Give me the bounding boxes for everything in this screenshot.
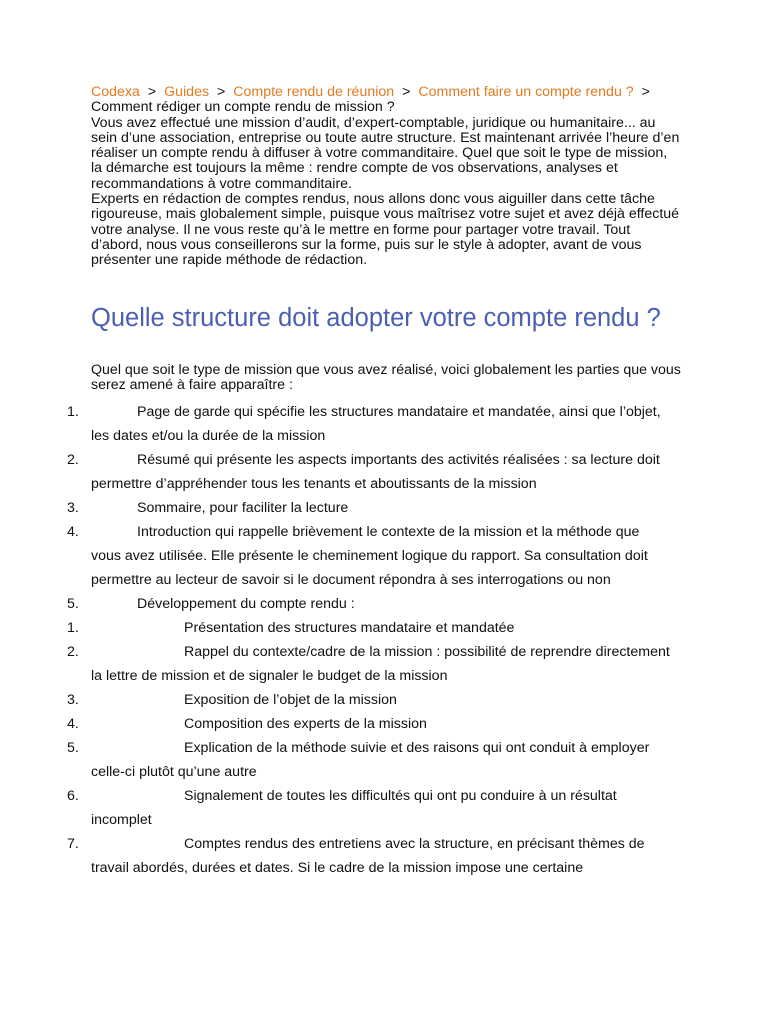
sub-list-item [0, 736, 768, 784]
list-item-text: Introduction qui rappelle brièvement le contexte de la mission et la méthode que vous avez utilisée. Elle présente le cheminement logique du rapport. Sa consultation doit permettre au lecteur de savoir si le document répondra à ses interrogations ou non [91, 524, 648, 588]
intro-paragraph-1: Vous avez effectué une mission d’audit, d’expert-comptable, juridique ou humanitaire... au sein d’une association, entreprise ou toute autre structure. Est maintenant arrivée l’heure d’en réaliser un compte rendu à diffuser à votre commanditaire. Quel que soit le type de mission, la démarche est toujours la même : rendre compte de vos observations, analyses et recommandations à votre commanditaire. [91, 114, 680, 192]
sub-list-item [0, 688, 768, 712]
list-item-text: Développement du compte rendu : [137, 596, 355, 612]
list-item-number: 3. [67, 500, 79, 516]
breadcrumb-link-comment-faire[interactable]: Comment faire un compte rendu ? [418, 84, 634, 100]
top-text-block [91, 85, 681, 269]
list-item-number: 5. [67, 596, 79, 612]
list-item [0, 496, 768, 520]
list-item-text: Comptes rendus des entretiens avec la structure, en précisant thèmes de travail abordés, durées et dates. Si le cadre de la mission impose une certaine [91, 836, 645, 876]
sub-list-item [0, 616, 768, 640]
list-item-text: Composition des experts de la mission [184, 716, 427, 732]
list-item-text: Signalement de toutes les difficultés qui ont pu conduire à un résultat incomplet [91, 788, 617, 828]
list-item-number: 2. [67, 452, 79, 468]
sub-list-item [0, 784, 768, 832]
list-item [0, 400, 768, 448]
structure-list [0, 400, 768, 880]
list-item [0, 520, 768, 592]
list-item-number: 2. [67, 644, 79, 660]
breadcrumb-separator: > [217, 84, 226, 100]
breadcrumb-link-codexa[interactable]: Codexa [91, 84, 140, 100]
breadcrumb-separator: > [402, 84, 411, 100]
sub-list-item [0, 832, 768, 880]
list-item-number: 5. [67, 740, 79, 756]
breadcrumb-current: Comment rédiger un compte rendu de mission ? [91, 99, 395, 116]
section-intro: Quel que soit le type de mission que vous avez réalisé, voici globalement les parties que vous serez amené à faire apparaître : [91, 362, 681, 394]
list-item-number: 1. [67, 404, 79, 420]
intro-paragraph-2: Experts en rédaction de comptes rendus, nous allons donc vous aiguiller dans cette tâche rigoureuse, mais globalement simple, puisque vous maîtrisez votre sujet et avez déjà effectué votre analyse. Il ne vous reste qu’à le mettre en forme pour partager votre travail. Tout d’abord, nous vous conseillerons sur la forme, puis sur le style à adopter, avant de vous présenter une rapide méthode de rédaction. [91, 191, 680, 269]
breadcrumb-separator: > [147, 84, 157, 100]
list-item [0, 448, 768, 496]
list-item-text: Exposition de l’objet de la mission [184, 692, 397, 708]
list-item-number: 4. [67, 524, 79, 540]
list-item [0, 592, 768, 616]
sub-list-item [0, 712, 768, 736]
section-heading: Quelle structure doit adopter votre compte rendu ? [91, 304, 661, 332]
list-item-number: 6. [67, 788, 79, 804]
sub-list-item [0, 640, 768, 688]
list-item-text: Sommaire, pour faciliter la lecture [137, 500, 349, 516]
breadcrumb [91, 85, 681, 116]
list-item-number: 1. [67, 620, 79, 636]
breadcrumb-link-compte-rendu-reunion[interactable]: Compte rendu de réunion [233, 84, 395, 100]
list-item-text: Page de garde qui spécifie les structures mandataire et mandatée, ainsi que l’objet, les dates et/ou la durée de la mission [91, 404, 661, 444]
list-item-text: Explication de la méthode suivie et des raisons qui ont conduit à employer celle-ci plutôt qu’une autre [91, 740, 650, 780]
list-item-text: Rappel du contexte/cadre de la mission : possibilité de reprendre directement la lettre de mission et de signaler le budget de la mission [91, 644, 670, 684]
list-item-text: Résumé qui présente les aspects importants des activités réalisées : sa lecture doit permettre d’appréhender tous les tenants et aboutissants de la mission [91, 452, 660, 492]
list-item-number: 7. [67, 836, 79, 852]
list-item-number: 3. [67, 692, 79, 708]
breadcrumb-link-guides[interactable]: Guides [164, 84, 210, 100]
list-item-text: Présentation des structures mandataire et mandatée [184, 620, 515, 636]
breadcrumb-separator: > [641, 84, 650, 100]
list-item-number: 4. [67, 716, 79, 732]
